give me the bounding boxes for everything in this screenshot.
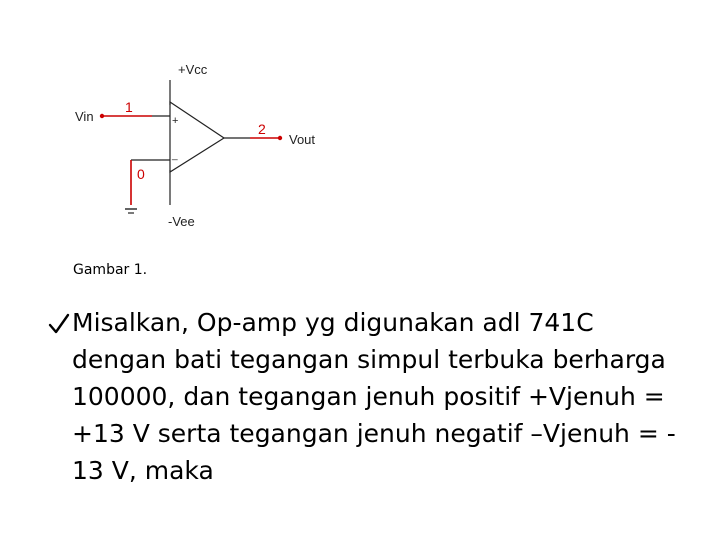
node-2-label: 2 xyxy=(258,121,266,137)
vcc-label: +Vcc xyxy=(178,62,208,77)
vee-label: -Vee xyxy=(168,214,195,229)
noninverting-plus-sign: + xyxy=(172,115,179,127)
vout-terminal-dot xyxy=(278,136,282,140)
vout-label: Vout xyxy=(289,132,316,147)
node-1-label: 1 xyxy=(125,99,133,115)
op-amp-circuit-diagram xyxy=(0,0,720,260)
vin-terminal-dot xyxy=(100,114,104,118)
vin-label: Vin xyxy=(75,109,94,124)
node-0-label: 0 xyxy=(137,166,145,182)
inverting-minus-sign: _ xyxy=(172,150,178,161)
op-amp-symbol xyxy=(170,102,224,172)
checkmark-icon xyxy=(48,304,70,341)
bullet-text: Misalkan, Op-amp yg digunakan adl 741C dengan bati tegangan simpul terbuka berharga 100000, dan tegangan jenuh positif +Vjenuh = +13 V serta tegangan jenuh negatif –Vjenuh = - 13 V, maka xyxy=(72,308,676,485)
figure-caption: Gambar 1. xyxy=(73,262,148,278)
bullet-item xyxy=(48,304,708,489)
